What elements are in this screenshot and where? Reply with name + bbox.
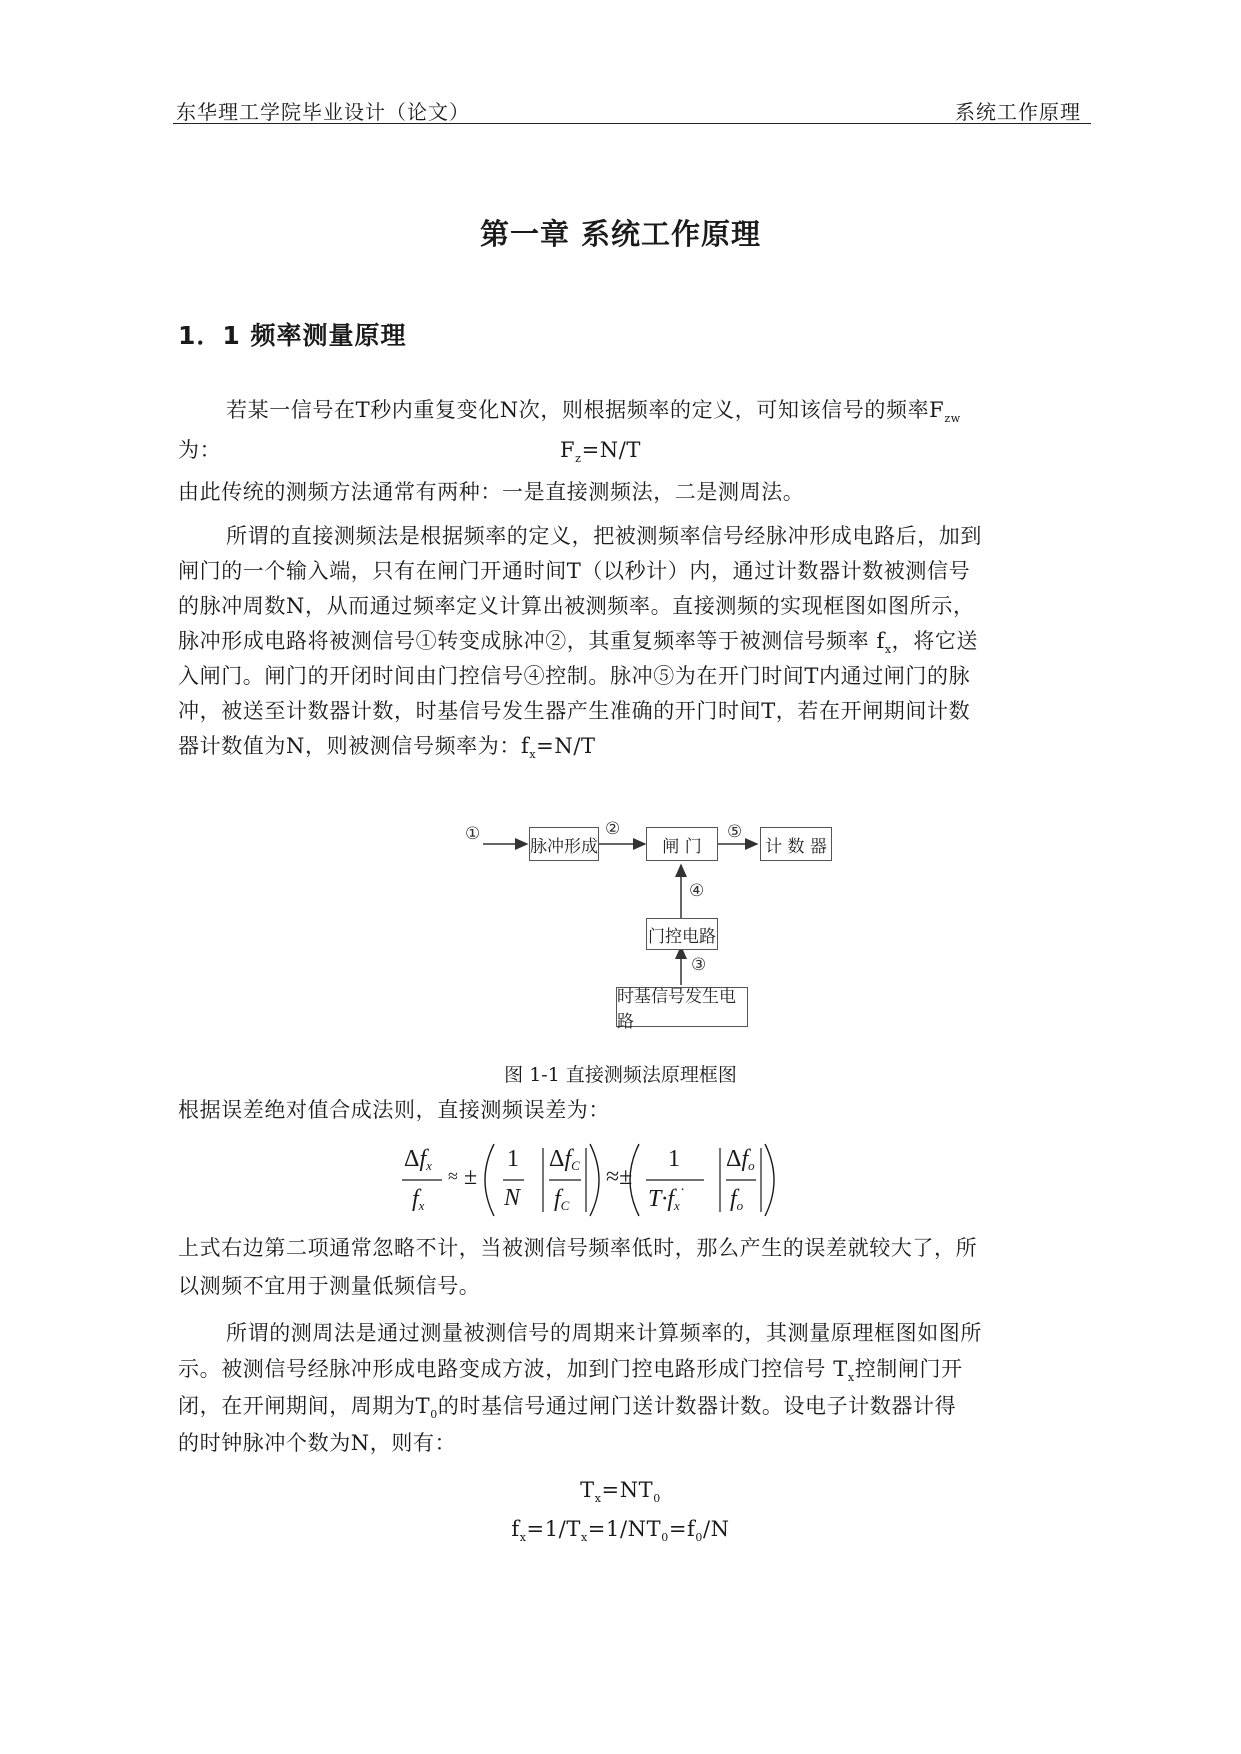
timebase-box: 时基信号发生电路 [616,987,748,1027]
para1-line2-label: 为： [178,438,222,462]
para4-line4: 的时钟脉冲个数为N，则有： [178,1431,457,1455]
para2-line6: 冲，被送至计数器计数，时基信号发生器产生准确的开门时间T，若在开闸期间计数 [178,699,971,723]
para4-line3: 闭，在开闸期间，周期为$T_0$的时基信号通过闸门送计数器计数。设电子计数器计得 [178,1394,957,1422]
para4-line2: 示。被测信号经脉冲形成电路变成方波，加到门控电路形成门控信号 $T_x$控制闸门开 [178,1357,963,1385]
fc-denominator: $f_C$ [554,1186,570,1214]
garbled-approx: ≈ [448,1166,458,1186]
label-2: ② [605,819,621,839]
para2-line3: 的脉冲周数N，从而通过频率定义计算出被测频率。直接测频的实现框图如图所示， [178,594,975,618]
fc-numerator: $\Delta f_C$ [549,1146,580,1174]
figure-caption: 图 1-1 直接测频法原理框图 [504,1064,737,1086]
chapter-title: 第一章 系统工作原理 [479,217,762,251]
lhs-denominator: $f_x$ [412,1186,425,1214]
label-5: ⑤ [727,822,743,842]
section-title: 1．1 频率测量原理 [178,321,407,350]
equation-2: $f_x=1/T_x=1/NT_0=f_0/N$ [511,1517,730,1545]
para3-line1: 上式右边第二项通常忽略不计，当被测信号频率低时，那么产生的误差就较大了，所 [178,1236,978,1260]
header-right: 系统工作原理 [955,100,1081,124]
para2-line7: 器计数值为N，则被测信号频率为：$f_x=N/T$ [178,734,596,762]
fo-denominator: $f_o$ [730,1186,744,1214]
equation-1: $T_x=NT_0$ [580,1478,661,1506]
para2-line5: 入闸门。闸门的开闭时间由门控信号④控制。脉冲⑤为在开门时间T内通过闸门的脉 [178,664,971,688]
fo-numerator: $\Delta f_o$ [726,1146,755,1174]
header-left: 东华理工学院毕业设计（论文） [176,100,470,124]
gate-control-box: 门控电路 [646,918,718,950]
para4-line1: 所谓的测周法是通过测量被测信号的周期来计算频率的，其测量原理框图如图所 [226,1321,982,1345]
header-rule [173,123,1091,124]
one-2: 1 [668,1146,680,1172]
para3-line2: 以测频不宜用于测量低频信号。 [178,1274,481,1298]
T-fx-denominator: $T\cdot f_x˙$ [648,1186,686,1214]
para1-line1: 若某一信号在T秒内重复变化N次，则根据频率的定义，可知该信号的频率$F_{zw}$ [226,398,961,426]
para1-line3: 由此传统的测频方法通常有两种：一是直接测频法，二是测周法。 [178,480,805,504]
N: N [504,1185,521,1211]
pulse-shaping-box: 脉冲形成 [529,827,599,861]
gate-box: 闸 门 [646,827,718,861]
plus-minus-1: ± [464,1164,478,1190]
lhs-numerator: $\Delta f_x$ [404,1146,432,1174]
error-intro: 根据误差绝对值合成法则，直接测频误差为： [178,1098,610,1122]
block-diagram [455,815,855,1045]
counter-box: 计 数 器 [760,827,832,861]
label-3: ③ [691,955,707,975]
error-formula [402,1140,822,1220]
label-4: ④ [689,881,705,901]
label-1: ① [465,824,481,844]
one-1: 1 [507,1146,519,1172]
para2-line4: 脉冲形成电路将被测信号①转变成脉冲②，其重复频率等于被测信号频率 $f_x$，将它送 [178,629,979,657]
approx-sign: ≈± [606,1164,633,1190]
para2-line1: 所谓的直接测频法是根据频率的定义，把被测频率信号经脉冲形成电路后，加到 [226,524,982,548]
para1-line2-formula: $F_z=N/T$ [560,438,642,466]
para2-line2: 闸门的一个输入端，只有在闸门开通时间T（以秒计）内，通过计数器计数被测信号 [178,559,971,583]
